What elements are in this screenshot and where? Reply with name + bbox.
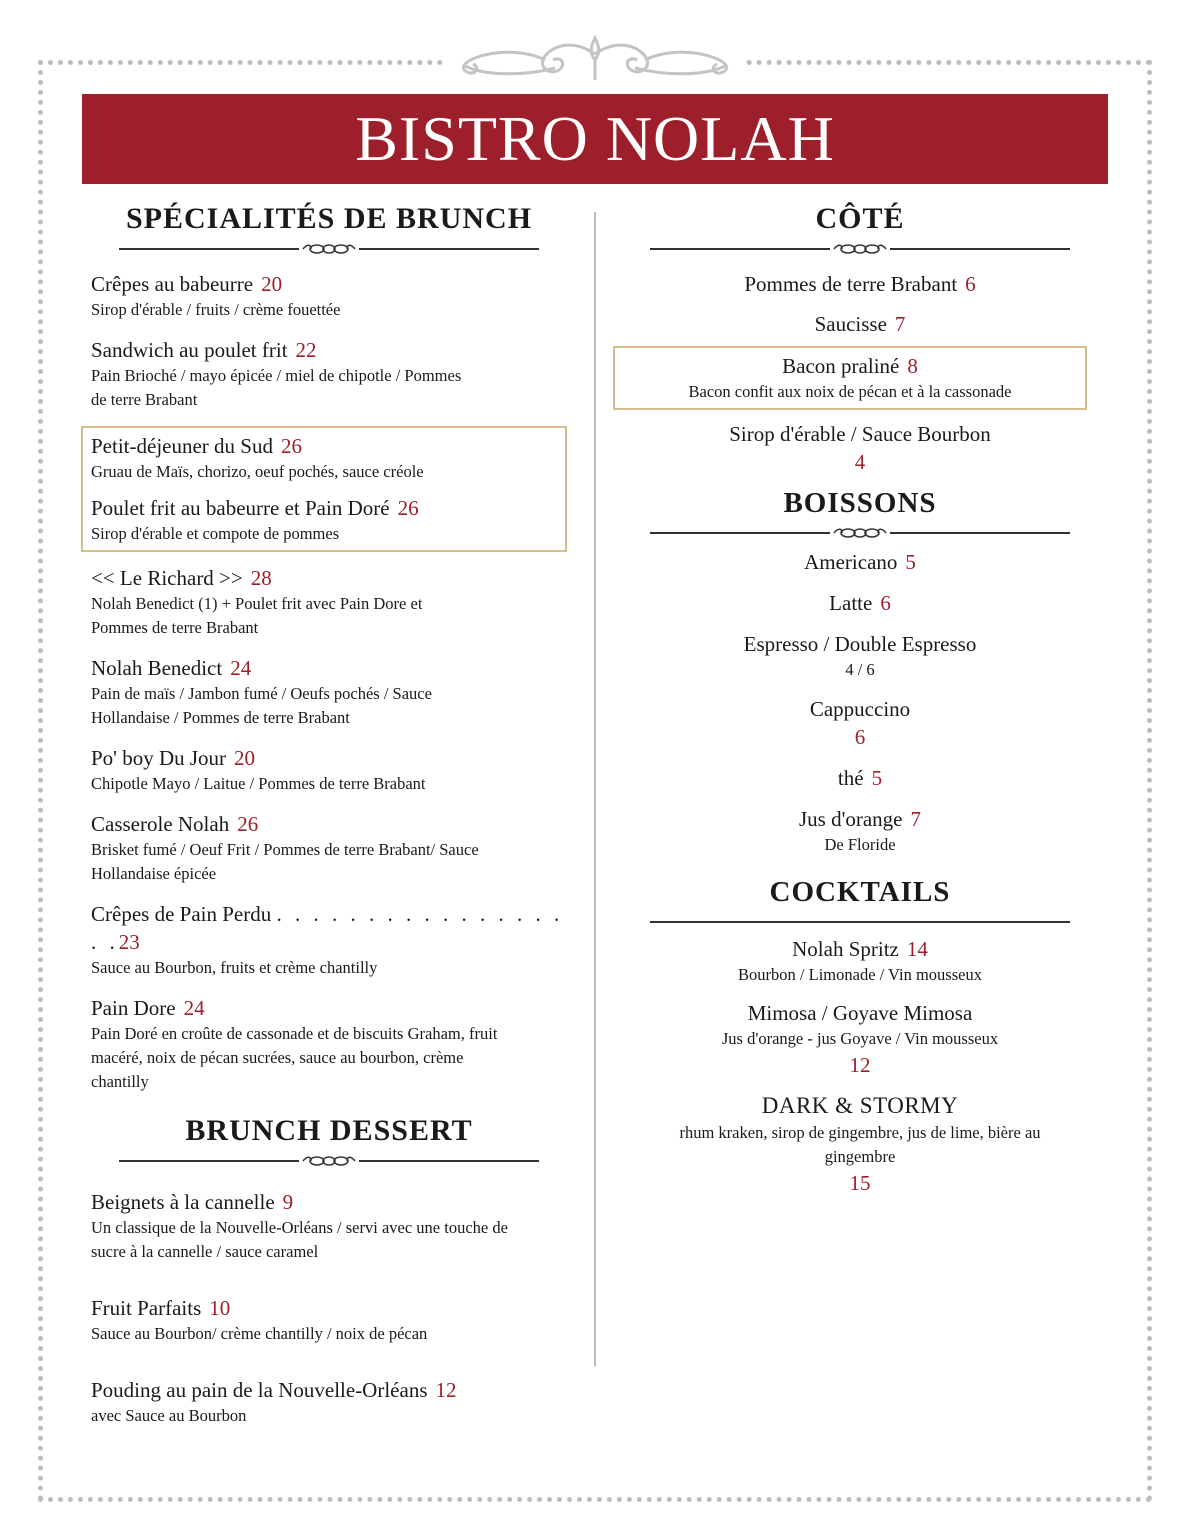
flourish-icon: [830, 242, 890, 256]
menu-item: Nolah Benedict 24 Pain de maïs / Jambon fumé / Oeufs pochés / Sauce Hollandaise / Pommes de terre Brabant: [91, 656, 432, 727]
cote-title: CÔTÉ: [815, 202, 905, 235]
menu-item: Poulet frit au babeurre et Pain Doré 26 Sirop d'érable et compote de pommes: [91, 496, 419, 543]
brunch-section: [119, 196, 539, 256]
menu-item: Petit-déjeuner du Sud 26 Gruau de Maïs, chorizo, oeuf pochés, sauce créole: [91, 434, 424, 481]
flourish-icon: [299, 242, 359, 256]
dessert-section: [119, 1108, 539, 1168]
menu-item: Beignets à la cannelle 9 Un classique de la Nouvelle-Orléans / servi avec une touche de sucre à la cannelle / sauce caramel: [91, 1190, 508, 1261]
section-rule: [119, 1154, 539, 1168]
featured-box: [613, 346, 1087, 410]
flourish-ornament-icon: [445, 30, 745, 86]
cocktails-title: COCKTAILS: [769, 876, 951, 908]
section-rule: [650, 526, 1070, 540]
menu-item: thé 5: [837, 766, 883, 790]
cote-section: [650, 196, 1070, 256]
left-column: [91, 196, 581, 1442]
menu-item: Latte 6: [829, 591, 891, 615]
menu-item: Sirop d'érable / Sauce Bourbon 4: [729, 422, 991, 474]
brunch-title: SPÉCIALITÉS DE BRUNCH: [125, 202, 533, 235]
menu-item: Saucisse 7: [814, 312, 906, 336]
menu-item: Fruit Parfaits 10 Sauce au Bourbon/ crème chantilly / noix de pécan: [91, 1296, 428, 1343]
column-divider: [594, 212, 596, 1366]
right-column: [640, 196, 1080, 1211]
menu-item: Sandwich au poulet frit 22 Pain Brioché / mayo épicée / miel de chipotle / Pommes de terre Brabant: [91, 338, 462, 409]
menu-item: Bacon praliné 8 Bacon confit aux noix de pécan et à la cassonade: [688, 354, 1012, 401]
flourish-icon: [299, 1154, 359, 1168]
dessert-title: BRUNCH DESSERT: [185, 1114, 473, 1147]
menu-item: DARK & STORMY rhum kraken, sirop de gingembre, jus de lime, bière au gingembre 15: [679, 1093, 1041, 1195]
menu-item: Espresso / Double Espresso 4 / 6: [743, 632, 977, 679]
menu-item: Pommes de terre Brabant 6: [744, 272, 976, 296]
section-rule: [650, 242, 1070, 256]
menu-item: Po' boy Du Jour 20 Chipotle Mayo / Laitue / Pommes de terre Brabant: [91, 746, 426, 793]
boissons-section: [650, 480, 1070, 540]
menu-item: Jus d'orange 7 De Floride: [798, 807, 921, 854]
menu-item: Cappuccino 6: [809, 697, 911, 749]
section-rule: [650, 915, 1070, 929]
title-banner: [82, 94, 1108, 184]
menu-item: Americano 5: [804, 550, 916, 574]
menu-item: Pouding au pain de la Nouvelle-Orléans 12 avec Sauce au Bourbon: [91, 1378, 457, 1425]
menu-item: Crêpes au babeurre 20 Sirop d'érable / fruits / crème fouettée: [91, 272, 341, 319]
flourish-icon: [830, 526, 890, 540]
section-rule: [119, 242, 539, 256]
restaurant-title: BISTRO NOLAH: [355, 103, 835, 174]
menu-item: Crêpes de Pain Perdu . . . . . . . . . . . . . . . . . .23 Sauce au Bourbon, fruits et crème chantilly: [91, 902, 564, 977]
boissons-title: BOISSONS: [783, 487, 937, 519]
menu-item: << Le Richard >> 28 Nolah Benedict (1) + Poulet frit avec Pain Dore et Pommes de terre Brabant: [91, 566, 423, 637]
featured-box: [81, 426, 567, 552]
menu-item: Nolah Spritz 14 Bourbon / Limonade / Vin mousseux: [738, 937, 982, 984]
menu-item: Pain Dore 24 Pain Doré en croûte de cassonade et de biscuits Graham, fruit macéré, noix de pécan sucrées, sauce au bourbon, crème chantilly: [91, 996, 498, 1091]
cocktails-section: [650, 869, 1070, 929]
menu-item: Mimosa / Goyave Mimosa Jus d'orange - jus Goyave / Vin mousseux 12: [721, 1001, 999, 1077]
menu-item: Casserole Nolah 26 Brisket fumé / Oeuf Frit / Pommes de terre Brabant/ Sauce Hollandaise épicée: [91, 812, 479, 883]
